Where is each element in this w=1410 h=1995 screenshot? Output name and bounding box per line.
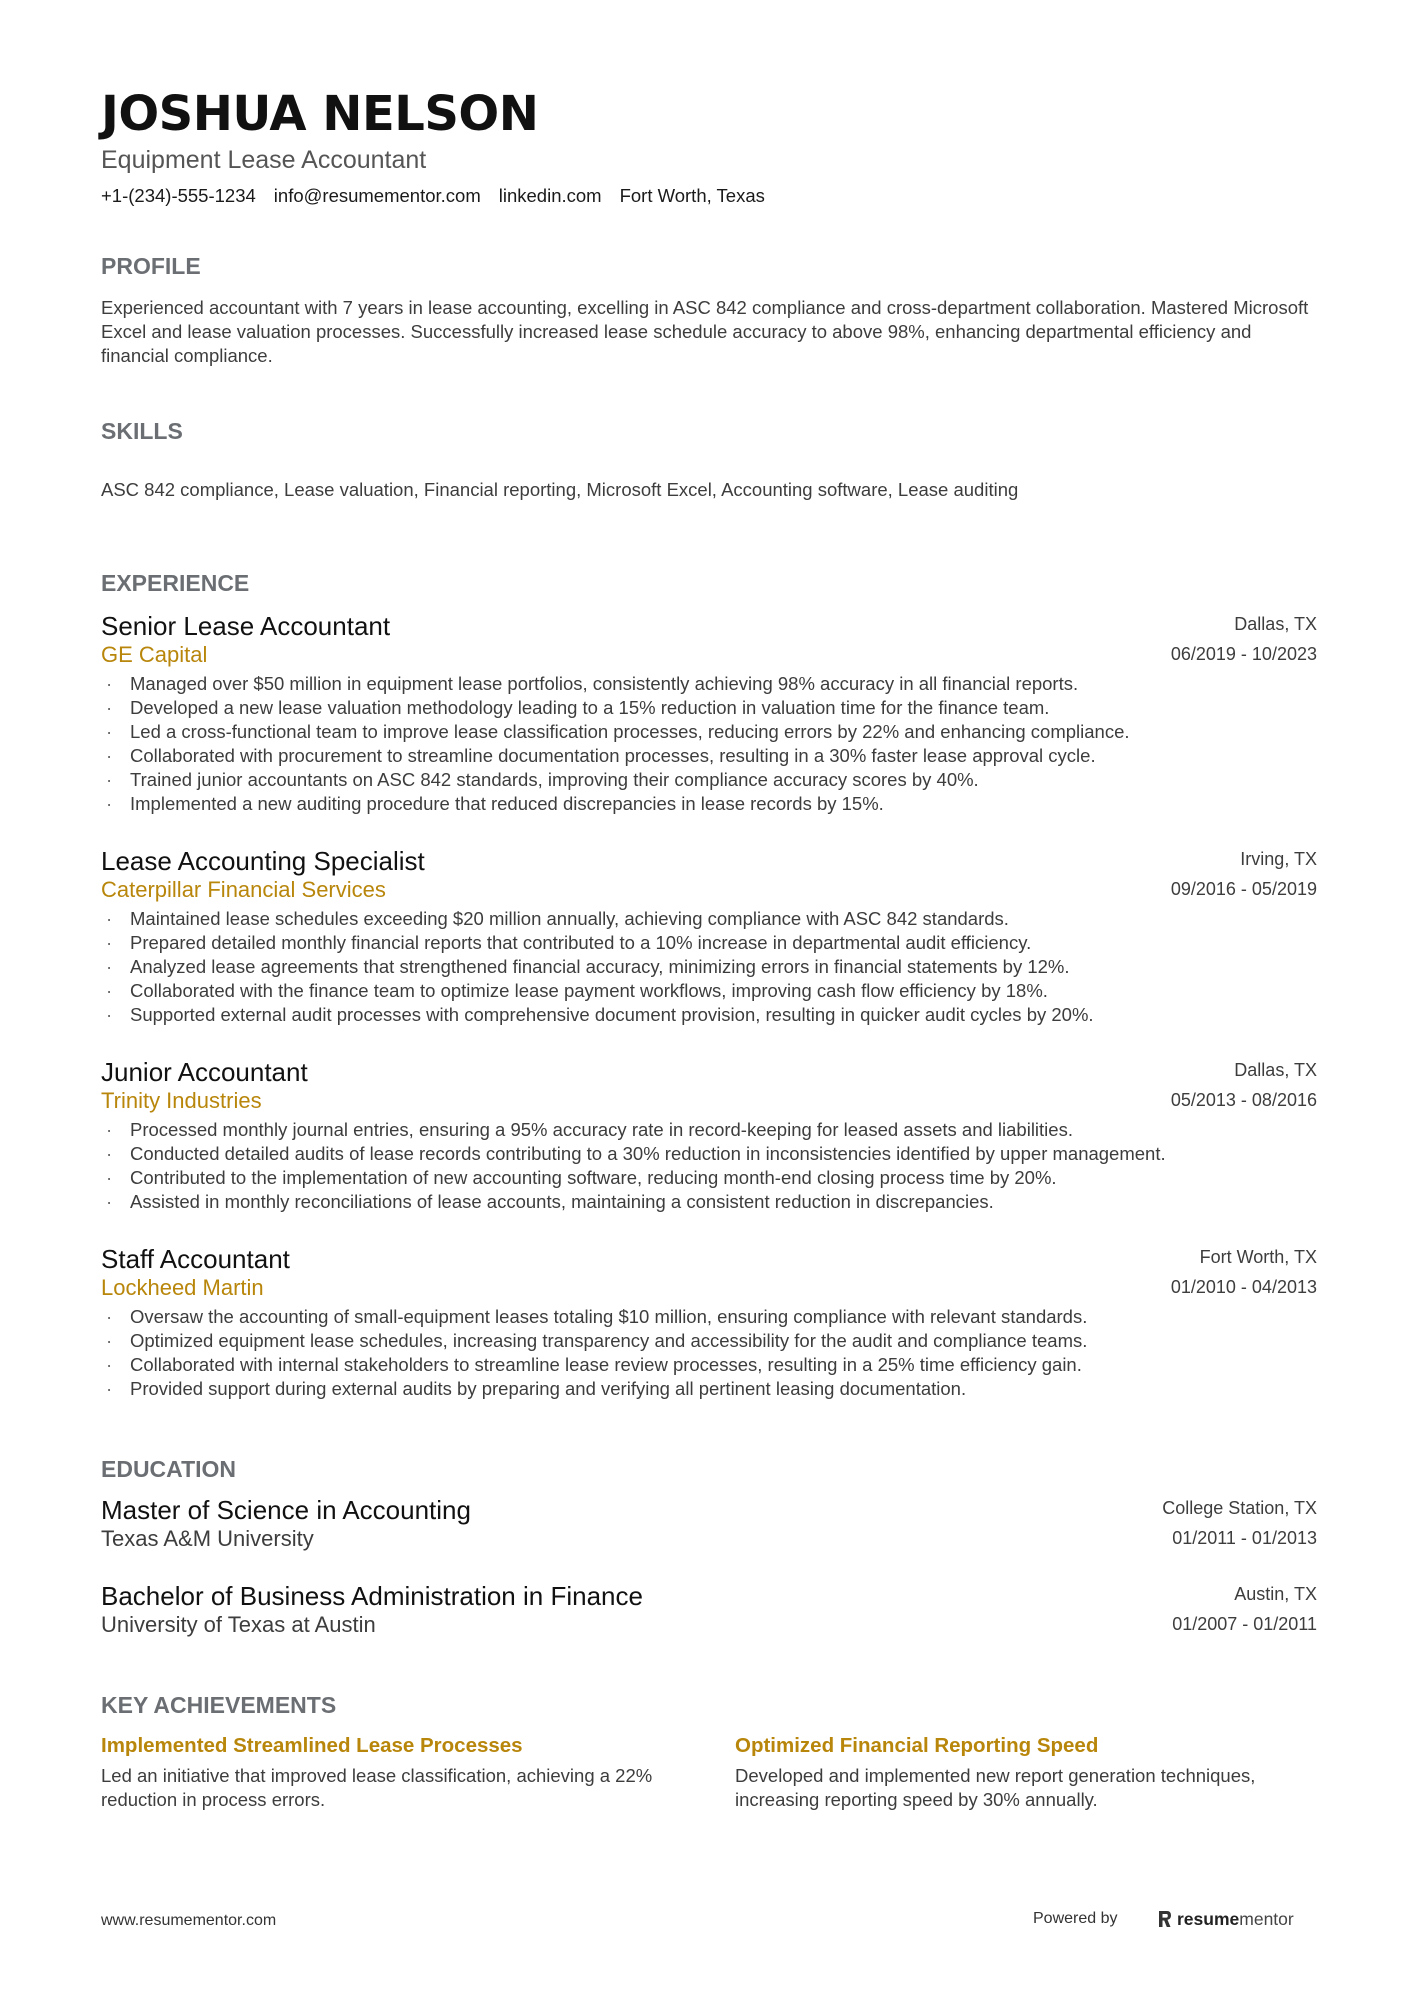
job-location: Dallas, TX	[1234, 1060, 1317, 1080]
bullet-item: · Collaborated with procurement to streamline documentation processes, resulting in a 30% faster lease approval cycle.	[101, 744, 1317, 768]
job-title: Senior Lease Accountant	[101, 611, 391, 641]
bullet-item: · Collaborated with internal stakeholders to streamline lease review processes, resulting in a 25% time efficiency gain.	[101, 1353, 1317, 1377]
brand-name-bold: resume	[1177, 1908, 1240, 1929]
candidate-title: Equipment Lease Accountant	[101, 146, 427, 174]
job-company: Caterpillar Financial Services	[101, 877, 386, 902]
contact-line	[101, 184, 783, 208]
job-bullets	[101, 672, 1317, 816]
contact-email: info@resumementor.com	[273, 185, 481, 206]
contact-linkedin: linkedin.com	[498, 185, 602, 206]
powered-by-label: Powered by	[1033, 1910, 1118, 1927]
bullet-item: · Collaborated with the finance team to optimize lease payment workflows, improving cash flow efficiency by 18%.	[101, 979, 1317, 1003]
education-degree: Master of Science in Accounting	[101, 1495, 471, 1525]
education-location: College Station, TX	[1162, 1498, 1317, 1518]
resumementor-logo-icon	[1157, 1909, 1173, 1929]
bullet-item: · Supported external audit processes with comprehensive document provision, resulting in quicker audit cycles by 20%.	[101, 1003, 1317, 1027]
brand-logo[interactable]	[1157, 1906, 1294, 1932]
job-dates: 05/2013 - 08/2016	[1170, 1090, 1317, 1110]
achievement-card	[101, 1732, 701, 1812]
skills-text: ASC 842 compliance, Lease valuation, Financial reporting, Microsoft Excel, Accounting software, Lease auditing	[101, 479, 1019, 500]
footer-url[interactable]: www.resumementor.com	[101, 1912, 277, 1929]
achievement-text: Developed and implemented new report generation techniques, increasing reporting speed by 30% annually.	[735, 1765, 1256, 1810]
education-heading: EDUCATION	[101, 1456, 237, 1482]
job-title: Staff Accountant	[101, 1244, 290, 1274]
profile-text: Experienced accountant with 7 years in lease accounting, excelling in ASC 842 compliance and cross-department collaboration. Mastered Microsoft Excel and lease valuation processes. Successfully increased lease schedule accuracy to above 98%, enhancing departmental efficiency and financial compliance.	[101, 297, 1309, 366]
achievements-heading: KEY ACHIEVEMENTS	[101, 1692, 337, 1718]
experience-heading: EXPERIENCE	[101, 570, 250, 596]
contact-location: Fort Worth, Texas	[619, 185, 765, 206]
achievement-title: Optimized Financial Reporting Speed	[735, 1734, 1099, 1757]
skills-heading: SKILLS	[101, 418, 183, 444]
bullet-item: · Provided support during external audits by preparing and verifying all pertinent leasing documentation.	[101, 1377, 1317, 1401]
bullet-item: · Maintained lease schedules exceeding $20 million annually, achieving compliance with ASC 842 standards.	[101, 907, 1317, 931]
achievement-text: Led an initiative that improved lease classification, achieving a 22% reduction in process errors.	[101, 1765, 653, 1810]
job-dates: 01/2010 - 04/2013	[1170, 1277, 1317, 1297]
profile-heading: PROFILE	[101, 253, 201, 279]
job-dates: 09/2016 - 05/2019	[1170, 879, 1317, 899]
brand-name-light: mentor	[1239, 1908, 1294, 1929]
bullet-item: · Developed a new lease valuation methodology leading to a 15% reduction in valuation time for the finance team.	[101, 696, 1317, 720]
bullet-item: · Contributed to the implementation of new accounting software, reducing month-end closing process time by 20%.	[101, 1166, 1317, 1190]
bullet-item: · Oversaw the accounting of small-equipment leases totaling $10 million, ensuring compliance with relevant standards.	[101, 1305, 1317, 1329]
education-school: University of Texas at Austin	[101, 1612, 376, 1637]
education-degree: Bachelor of Business Administration in Finance	[101, 1581, 643, 1611]
bullet-item: · Optimized equipment lease schedules, increasing transparency and accessibility for the audit and compliance teams.	[101, 1329, 1317, 1353]
contact-phone: +1-(234)-555-1234	[101, 185, 256, 206]
candidate-name: JOSHUA NELSON	[101, 86, 539, 142]
education-dates: 01/2011 - 01/2013	[1172, 1528, 1317, 1548]
education-school: Texas A&M University	[101, 1526, 314, 1551]
job-bullets	[101, 1118, 1317, 1214]
job-bullets	[101, 907, 1317, 1027]
job-location: Irving, TX	[1240, 849, 1317, 869]
bullet-item: · Prepared detailed monthly financial reports that contributed to a 10% increase in departmental audit efficiency.	[101, 931, 1317, 955]
job-title: Lease Accounting Specialist	[101, 846, 425, 876]
bullet-item: · Managed over $50 million in equipment lease portfolios, consistently achieving 98% accuracy in all financial reports.	[101, 672, 1317, 696]
job-company: Lockheed Martin	[101, 1275, 264, 1300]
bullet-item: · Analyzed lease agreements that strengthened financial accuracy, minimizing errors in financial statements by 12%.	[101, 955, 1317, 979]
achievement-card	[735, 1732, 1315, 1812]
bullet-item: · Assisted in monthly reconciliations of lease accounts, maintaining a consistent reduction in discrepancies.	[101, 1190, 1317, 1214]
bullet-item: · Trained junior accountants on ASC 842 standards, improving their compliance accuracy scores by 40%.	[101, 768, 1317, 792]
job-location: Fort Worth, TX	[1199, 1247, 1317, 1267]
education-dates: 01/2007 - 01/2011	[1172, 1614, 1317, 1634]
job-location: Dallas, TX	[1234, 614, 1317, 634]
achievement-title: Implemented Streamlined Lease Processes	[101, 1734, 523, 1757]
bullet-item: · Led a cross-functional team to improve lease classification processes, reducing errors by 22% and enhancing compliance.	[101, 720, 1317, 744]
job-title: Junior Accountant	[101, 1057, 308, 1087]
bullet-item: · Processed monthly journal entries, ensuring a 95% accuracy rate in record-keeping for leased assets and liabilities.	[101, 1118, 1317, 1142]
bullet-item: · Implemented a new auditing procedure that reduced discrepancies in lease records by 15%.	[101, 792, 1317, 816]
bullet-item: · Conducted detailed audits of lease records contributing to a 30% reduction in inconsistencies identified by upper management.	[101, 1142, 1317, 1166]
education-location: Austin, TX	[1234, 1584, 1317, 1604]
job-bullets	[101, 1305, 1317, 1401]
job-dates: 06/2019 - 10/2023	[1170, 644, 1317, 664]
job-company: Trinity Industries	[101, 1088, 262, 1113]
job-company: GE Capital	[101, 642, 208, 667]
